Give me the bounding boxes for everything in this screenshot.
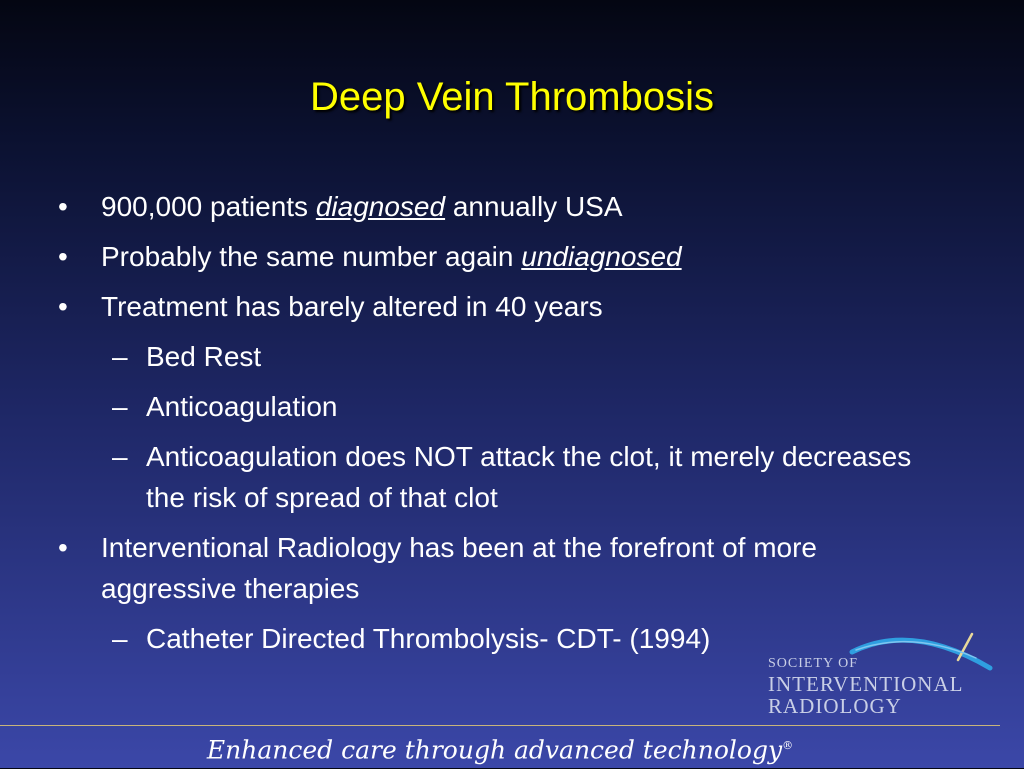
bullet-item xyxy=(56,186,936,227)
bullet-emphasis: undiagnosed xyxy=(521,241,682,272)
dash-icon: – xyxy=(112,391,128,422)
bullet-item xyxy=(56,286,936,327)
registered-mark: ® xyxy=(782,739,794,752)
tagline-text: Enhanced care through advanced technology xyxy=(206,735,783,765)
logo-line-1: SOCIETY OF xyxy=(768,656,858,671)
dash-icon: – xyxy=(112,441,128,472)
bullet-item xyxy=(56,236,936,277)
bullet-text: Interventional Radiology has been at the forefront of more aggressive therapies xyxy=(101,532,817,604)
bullet-icon: • xyxy=(58,191,68,222)
sub-bullet-item xyxy=(56,336,936,377)
bullet-emphasis: diagnosed xyxy=(315,191,446,222)
logo-line-3: RADIOLOGY xyxy=(768,694,902,718)
bullet-icon: • xyxy=(58,532,68,563)
bullet-list xyxy=(56,186,936,659)
bullet-icon: • xyxy=(58,291,68,322)
sub-bullet-text: Bed Rest xyxy=(146,341,262,372)
bullet-item xyxy=(56,527,936,609)
sir-logo xyxy=(752,628,1012,718)
logo-line-2: INTERVENTIONAL xyxy=(768,672,964,696)
sub-bullet-item xyxy=(56,436,936,518)
slide-title: Deep Vein Thrombosis xyxy=(310,75,714,119)
footer-divider xyxy=(0,725,1000,726)
footer-tagline xyxy=(0,727,1000,769)
bullet-text: annually USA xyxy=(445,191,623,222)
bullet-text: Probably the same number again xyxy=(101,241,522,272)
bullet-text: Treatment has barely altered in 40 years xyxy=(101,291,603,322)
sub-bullet-item xyxy=(56,386,936,427)
sub-bullet-text: Anticoagulation does NOT attack the clot, it merely decreases the risk of spread of that clot xyxy=(146,441,912,513)
bullet-icon: • xyxy=(58,241,68,272)
bullet-text: 900,000 patients xyxy=(101,191,316,222)
sub-bullet-text: Catheter Directed Thrombolysis- CDT- (1994) xyxy=(146,623,711,654)
dash-icon: – xyxy=(112,623,128,654)
dash-icon: – xyxy=(112,341,128,372)
sub-bullet-text: Anticoagulation xyxy=(146,391,338,422)
